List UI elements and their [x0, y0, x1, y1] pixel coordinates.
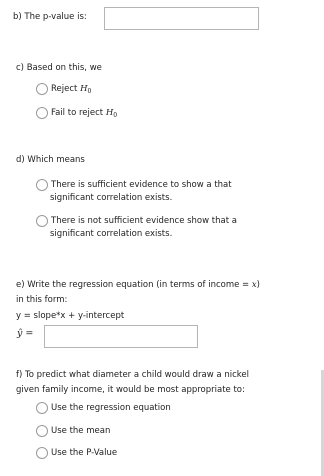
option-mean[interactable]: [36, 424, 110, 438]
option-fail-to-reject-h0[interactable]: [36, 106, 117, 120]
radio-regression-equation[interactable]: [36, 402, 48, 414]
option-sufficient-evidence-line2: significant correlation exists.: [50, 193, 173, 203]
option-reject-h0-label: Reject $H_0$: [51, 83, 92, 95]
option-not-sufficient-evidence-line1: There is not sufficient evidence show that a: [51, 216, 237, 226]
option-p-value[interactable]: [36, 446, 117, 460]
option-reject-h0[interactable]: [36, 82, 91, 96]
option-not-sufficient-evidence-line2: significant correlation exists.: [50, 229, 173, 239]
question-f-line2: given family income, it would be most appropriate to:: [16, 385, 245, 395]
question-d-label: d) Which means: [16, 155, 85, 165]
question-f-line1: f) To predict what diameter a child would draw a nickel: [16, 370, 249, 380]
pvalue-label: b) The p-value is:: [13, 12, 87, 22]
radio-mean[interactable]: [36, 425, 48, 437]
option-not-sufficient-evidence[interactable]: [36, 214, 237, 228]
question-e-line3: y = slope*x + y-intercept: [16, 311, 125, 321]
yhat-label: ŷ =: [17, 328, 34, 339]
option-sufficient-evidence[interactable]: [36, 178, 232, 192]
option-p-value-label: Use the P-Value: [51, 448, 118, 458]
option-fail-to-reject-h0-label: Fail to reject $H_0$: [51, 107, 118, 119]
regression-equation-input[interactable]: [44, 325, 198, 348]
option-regression-equation-label: Use the regression equation: [51, 403, 171, 413]
question-e-line1: e) Write the regression equation (in terms of income = x): [16, 280, 260, 290]
question-e-line2: in this form:: [16, 295, 68, 305]
radio-reject-h0[interactable]: [36, 83, 48, 95]
option-mean-label: Use the mean: [51, 426, 111, 436]
radio-not-sufficient-evidence[interactable]: [36, 215, 48, 227]
option-regression-equation[interactable]: [36, 401, 171, 415]
option-sufficient-evidence-line1: There is sufficient evidence to show a that: [51, 180, 232, 190]
radio-p-value[interactable]: [36, 447, 48, 459]
radio-fail-to-reject-h0[interactable]: [36, 107, 48, 119]
question-c-label: c) Based on this, we: [16, 63, 102, 73]
pvalue-input[interactable]: [104, 7, 259, 30]
radio-sufficient-evidence[interactable]: [36, 179, 48, 191]
